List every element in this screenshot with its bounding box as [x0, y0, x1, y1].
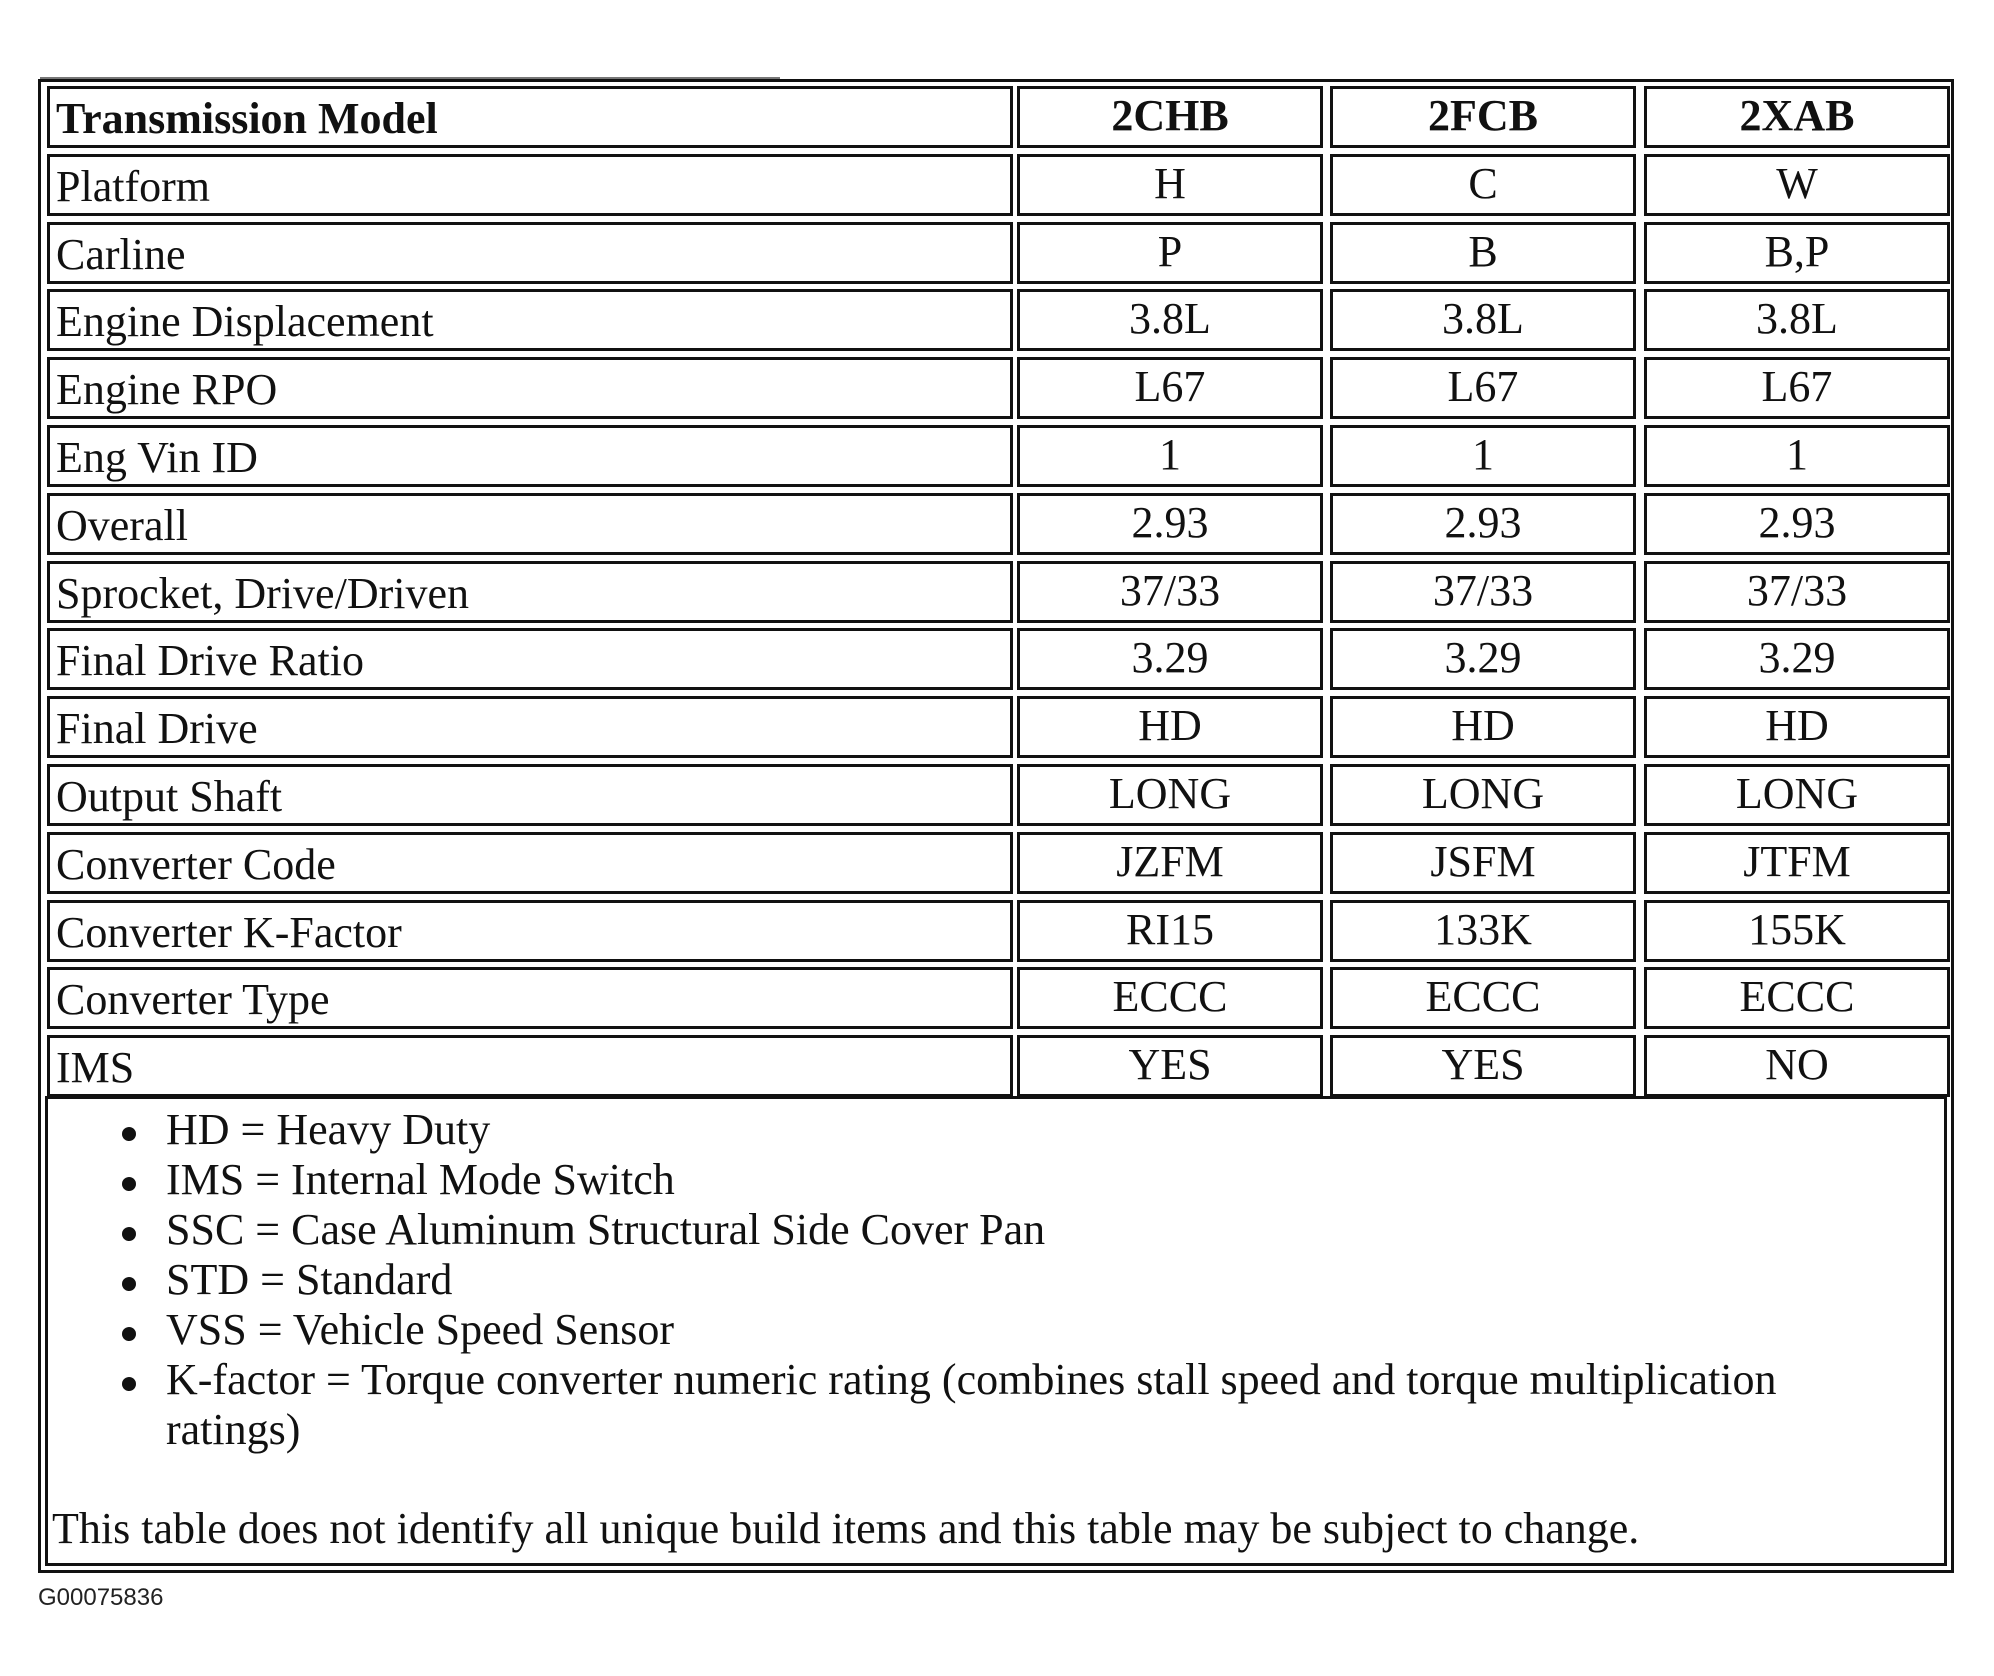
value-cell: ECCC [1017, 967, 1323, 1029]
value-cell: 1 [1330, 425, 1636, 487]
value-cell: 155K [1644, 900, 1950, 962]
value-cell: JTFM [1644, 832, 1950, 894]
disclaimer-text: This table does not identify all unique build items and this table may be subject to change. [52, 1504, 1640, 1553]
value-cell: 133K [1330, 900, 1636, 962]
value-cell: B,P [1644, 222, 1950, 284]
value-cell: 2.93 [1330, 493, 1636, 555]
notes-box: HD = Heavy Duty IMS = Internal Mode Switch SSC = Case Aluminum Structural Side Cover Pan STD = Standard VSS = Vehicle Speed Sensor K-factor = Torque converter numeric rating (combines stall speed and torque multiplication ratings) This table does not identify all unique build items and this table may be subject to change. [45, 1096, 1947, 1566]
value-cell: L67 [1017, 357, 1323, 419]
value-cell: YES [1330, 1035, 1636, 1097]
value-cell: 3.29 [1644, 628, 1950, 690]
value-cell: C [1330, 154, 1636, 216]
value-cell: B [1330, 222, 1636, 284]
bullet-icon [122, 1327, 136, 1341]
value-cell: 1 [1017, 425, 1323, 487]
value-cell: 2.93 [1644, 493, 1950, 555]
value-cell: LONG [1644, 764, 1950, 826]
row-label-cell: Converter Code [47, 832, 1013, 894]
value-cell: LONG [1017, 764, 1323, 826]
bullet-icon [122, 1377, 136, 1391]
value-cell: NO [1644, 1035, 1950, 1097]
value-cell: 37/33 [1644, 561, 1950, 623]
value-cell: RI15 [1017, 900, 1323, 962]
row-label-cell: Eng Vin ID [47, 425, 1013, 487]
value-cell: 3.29 [1017, 628, 1323, 690]
row-label-cell: Overall [47, 493, 1013, 555]
value-cell: H [1017, 154, 1323, 216]
value-cell: P [1017, 222, 1323, 284]
row-label-cell: Converter K-Factor [47, 900, 1013, 962]
header-model-cell: 2XAB [1644, 86, 1950, 148]
value-cell: 3.8L [1017, 289, 1323, 351]
row-label-cell: Carline [47, 222, 1013, 284]
value-cell: HD [1330, 696, 1636, 758]
bullet-icon [122, 1127, 136, 1141]
value-cell: LONG [1330, 764, 1636, 826]
row-label-cell: Engine Displacement [47, 289, 1013, 351]
value-cell: HD [1644, 696, 1950, 758]
value-cell: JSFM [1330, 832, 1636, 894]
row-label-cell: Converter Type [47, 967, 1013, 1029]
row-label-cell: Final Drive [47, 696, 1013, 758]
figure-id: G00075836 [38, 1584, 164, 1611]
bullet-icon [122, 1277, 136, 1291]
value-cell: JZFM [1017, 832, 1323, 894]
value-cell: L67 [1330, 357, 1636, 419]
header-model-cell: 2FCB [1330, 86, 1636, 148]
value-cell: 37/33 [1017, 561, 1323, 623]
value-cell: ECCC [1330, 967, 1636, 1029]
value-cell: 1 [1644, 425, 1950, 487]
value-cell: YES [1017, 1035, 1323, 1097]
value-cell: ECCC [1644, 967, 1950, 1029]
value-cell: 3.8L [1330, 289, 1636, 351]
value-cell: W [1644, 154, 1950, 216]
value-cell: 2.93 [1017, 493, 1323, 555]
bullet-icon [122, 1177, 136, 1191]
row-label-cell: Sprocket, Drive/Driven [47, 561, 1013, 623]
row-label-cell: Engine RPO [47, 357, 1013, 419]
value-cell: 3.8L [1644, 289, 1950, 351]
bullet-icon [122, 1227, 136, 1241]
row-label-cell: IMS [47, 1035, 1013, 1097]
row-label-cell: Platform [47, 154, 1013, 216]
value-cell: 3.29 [1330, 628, 1636, 690]
header-label-cell: Transmission Model [47, 86, 1013, 148]
value-cell: 37/33 [1330, 561, 1636, 623]
value-cell: L67 [1644, 357, 1950, 419]
header-model-cell: 2CHB [1017, 86, 1323, 148]
row-label-cell: Output Shaft [47, 764, 1013, 826]
value-cell: HD [1017, 696, 1323, 758]
row-label-cell: Final Drive Ratio [47, 628, 1013, 690]
